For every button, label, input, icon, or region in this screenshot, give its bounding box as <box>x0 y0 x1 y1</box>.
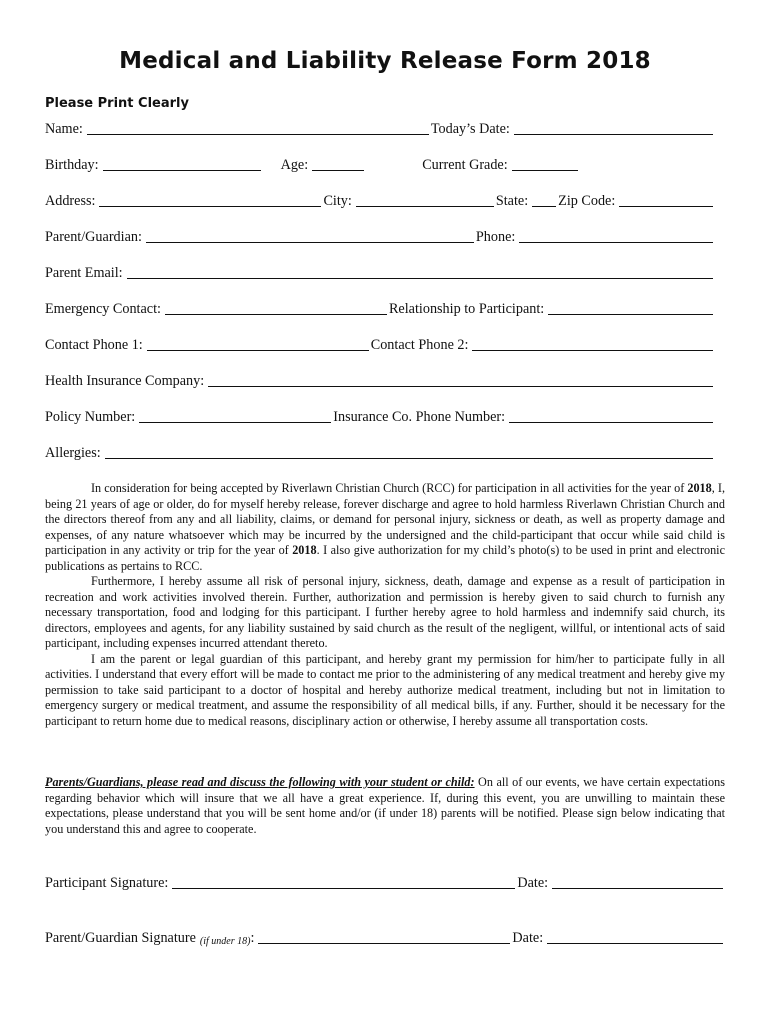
address-row <box>45 190 715 210</box>
state-field[interactable] <box>532 205 556 207</box>
behavior-expectations-text <box>45 775 725 837</box>
parent-date-label: Date: <box>512 930 544 946</box>
behavior-body: On all of our events, we have certain expectations regarding behavior which will insure that we all have a great experience. If, during this event, you are unwilling to maintain these expectations, please understand that you will be sent home and/or (if under 18) parents will be notified. Please sign below indicating that you understand this and agree to cooperate. <box>45 775 725 836</box>
health-insurance-label: Health Insurance Company: <box>45 373 205 389</box>
age-field[interactable] <box>312 169 364 171</box>
parent-signature-label: Parent/Guardian Signature <box>45 930 196 946</box>
participant-signature-field[interactable] <box>172 887 515 889</box>
age-label: Age: <box>280 157 309 173</box>
health-insurance-field[interactable] <box>208 385 713 387</box>
release-year-2: 2018 <box>292 543 317 557</box>
emergency-contact-field[interactable] <box>165 313 387 315</box>
behavior-paragraph <box>45 775 725 837</box>
parent-date-field[interactable] <box>547 942 723 944</box>
release-paragraph <box>45 481 725 574</box>
birthday-field[interactable] <box>103 169 261 171</box>
birthday-label: Birthday: <box>45 157 99 173</box>
medical-authorization-paragraph: I am the parent or legal guardian of this participant, and hereby grant my permission for him/her to participate fully in all activities. I understand that every effort will be made to contact me prior to the administering of any medical treatment and hereby give my permission to take said participant to a doctor of hospital and hereby authorize medical treatment, including but not in limitation to emergency surgery or medical treatment, and assume the responsibility of all medical bills, if any. Further, should it be necessary for the participant to return home due to medical reasons, disciplinary action or otherwise, I hereby assume all transportation costs. <box>45 651 725 728</box>
parent-signature-field[interactable] <box>258 942 510 944</box>
insurance-phone-field[interactable] <box>509 421 713 423</box>
current-grade-label: Current Grade: <box>422 157 508 173</box>
policy-number-label: Policy Number: <box>45 409 136 425</box>
print-clearly-note: Please Print Clearly <box>45 96 189 111</box>
contact-phone-2-label: Contact Phone 2: <box>370 337 469 353</box>
release-text-b: , I, being 21 years of age or older, do for myself hereby release, forever discharge and agree to hold harmless Riverlawn Christian Church and the directors thereof from any and all liability, claims, or demand for personal injury, sickness or death, as well as property damage and expenses, of any nature whatsoever which may be incurred by the undersigned and the child-participant that occur while said child is participation in any activity or trip for the year of <box>45 481 725 557</box>
zip-field[interactable] <box>619 205 713 207</box>
liability-release-text <box>45 481 725 729</box>
address-label: Address: <box>45 193 96 209</box>
allergies-label: Allergies: <box>45 445 101 461</box>
birthday-row <box>45 154 715 174</box>
city-field[interactable] <box>356 205 494 207</box>
parent-email-field[interactable] <box>127 277 713 279</box>
parent-guardian-field[interactable] <box>146 241 474 243</box>
parent-signature-colon: : <box>250 930 255 946</box>
current-grade-field[interactable] <box>512 169 578 171</box>
emergency-contact-label: Emergency Contact: <box>45 301 161 317</box>
parents-guardians-heading: Parents/Guardians, please read and discuss the following with your student or child: <box>45 775 475 789</box>
zip-label: Zip Code: <box>558 193 616 209</box>
allergies-row <box>45 442 715 462</box>
policy-row <box>45 406 715 426</box>
todays-date-field[interactable] <box>514 133 713 135</box>
participant-signature-label: Participant Signature: <box>45 875 169 891</box>
insurance-phone-label: Insurance Co. Phone Number: <box>333 409 506 425</box>
name-field[interactable] <box>87 133 429 135</box>
contact-phone-1-field[interactable] <box>147 349 369 351</box>
state-label: State: <box>495 193 529 209</box>
contact-phone-2-field[interactable] <box>472 349 713 351</box>
parent-guardian-label: Parent/Guardian: <box>45 229 142 245</box>
allergies-field[interactable] <box>105 457 713 459</box>
participant-date-label: Date: <box>517 875 549 891</box>
parent-signature-row <box>45 925 725 947</box>
name-label: Name: <box>45 121 83 137</box>
phone-label: Phone: <box>475 229 516 245</box>
release-text-a: In consideration for being accepted by Riverlawn Christian Church (RCC) for participation in all activities for the year of <box>91 481 688 495</box>
parent-email-label: Parent Email: <box>45 265 123 281</box>
emergency-row <box>45 298 715 318</box>
policy-number-field[interactable] <box>139 421 331 423</box>
assumption-of-risk-paragraph: Furthermore, I hereby assume all risk of personal injury, sickness, death, damage and expense as a result of participation in recreation and work activities involved therein. Further, authorization and permission is hereby given to said church to furnish any necessary transportation, food and lodging for this participant. I further hereby agree to hold harmless and indemnify said church, its directors, employees and agents, for any liability sustained by said church as the result of the negligent, willful, or intentional acts of said participant, including expenses incurred attendant thereto. <box>45 574 725 650</box>
health-insurance-row <box>45 370 715 390</box>
release-text-c: . I also give authorization for my child’s photo(s) to be used in print and electronic publications as pertains to RCC. <box>45 543 725 573</box>
contact-phones-row <box>45 334 715 354</box>
participant-signature-row <box>45 870 725 892</box>
todays-date-label: Today’s Date: <box>430 121 510 137</box>
contact-phone-1-label: Contact Phone 1: <box>45 337 143 353</box>
address-field[interactable] <box>99 205 321 207</box>
name-row <box>45 118 715 138</box>
relationship-field[interactable] <box>548 313 713 315</box>
form-title: Medical and Liability Release Form 2018 <box>119 48 651 74</box>
parent-row <box>45 226 715 246</box>
parent-email-row <box>45 262 715 282</box>
relationship-label: Relationship to Participant: <box>388 301 545 317</box>
phone-field[interactable] <box>519 241 713 243</box>
under-18-note: (if under 18) <box>199 936 251 947</box>
release-year-1: 2018 <box>687 481 712 495</box>
city-label: City: <box>323 193 352 209</box>
participant-date-field[interactable] <box>552 887 723 889</box>
